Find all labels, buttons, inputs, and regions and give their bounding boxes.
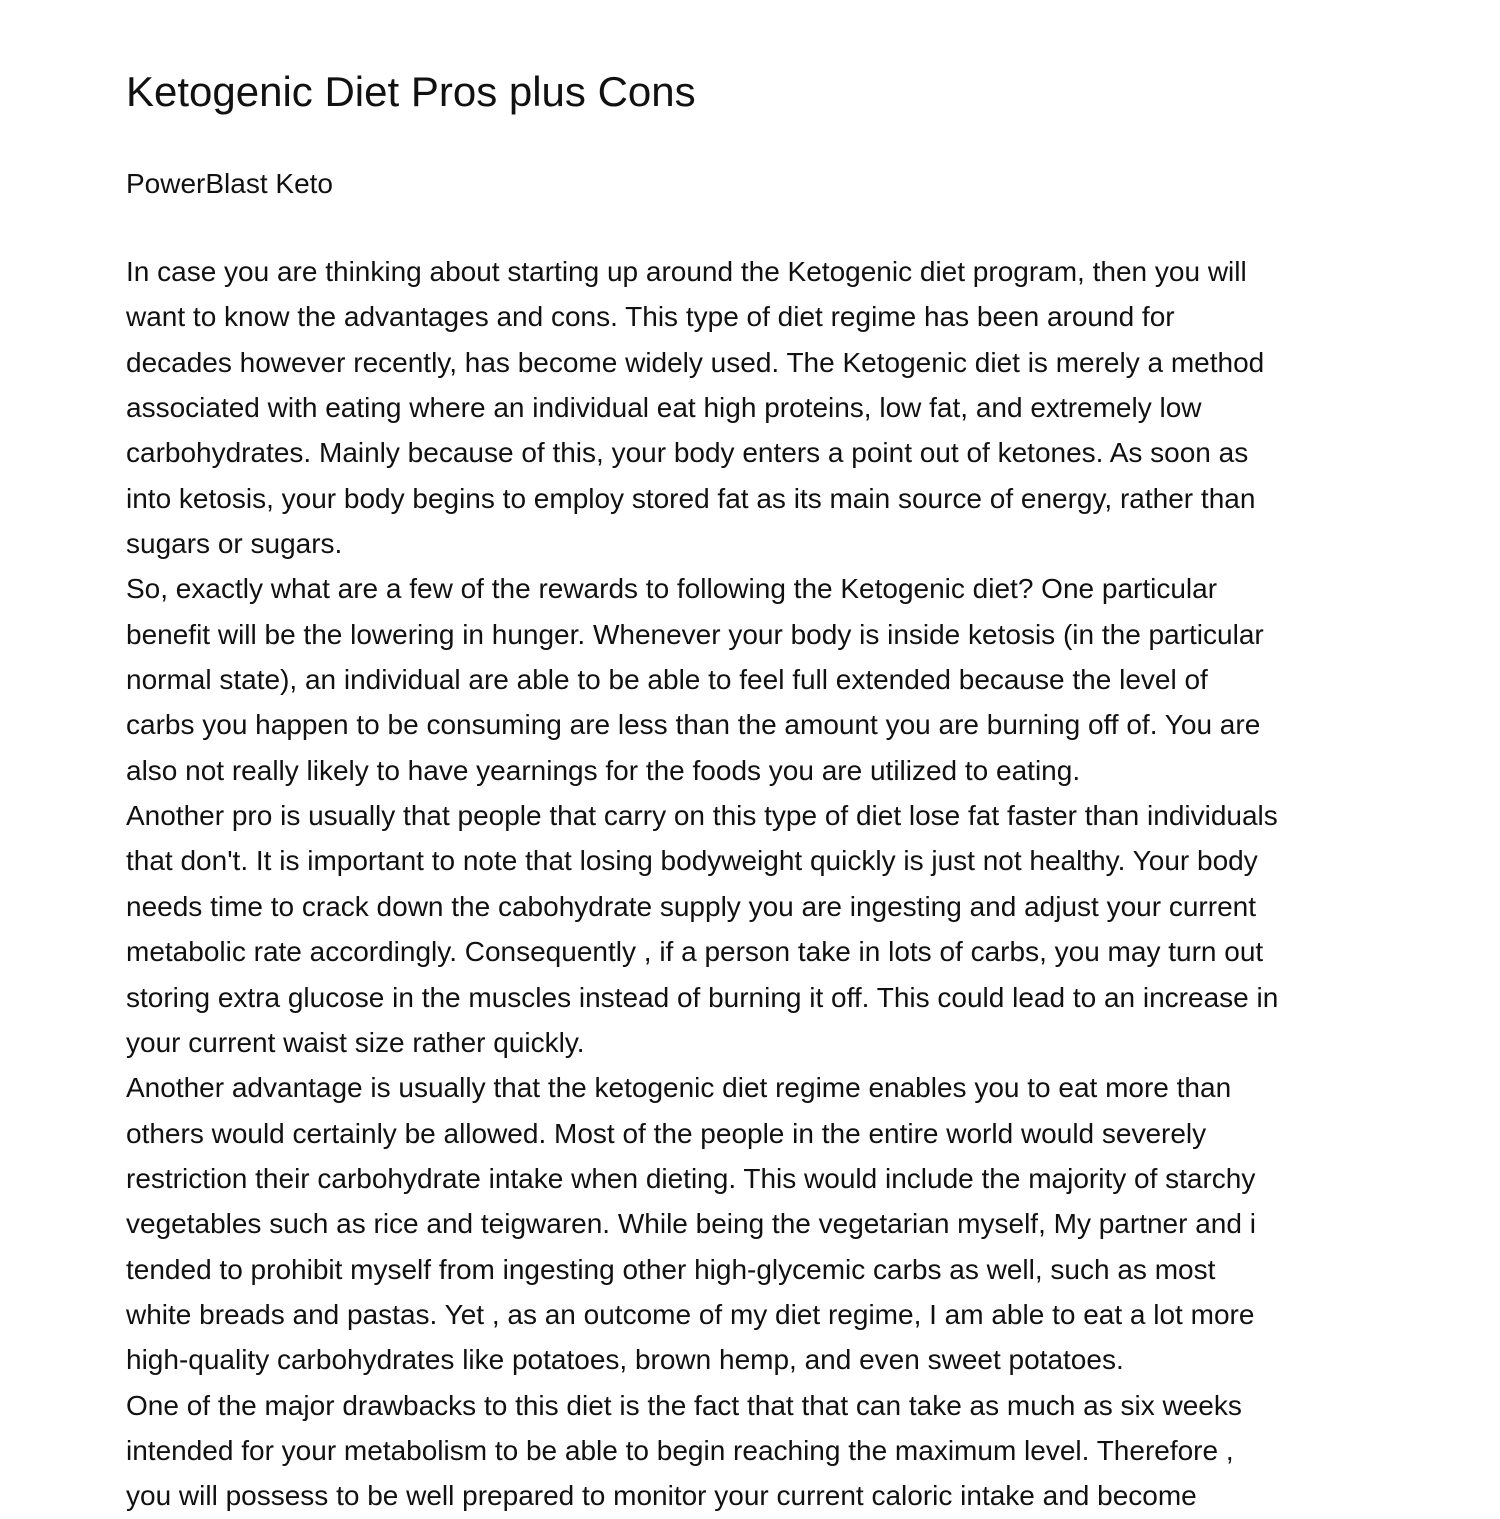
body-line: restriction their carbohydrate intake when dieting. This would include the majority of starchy (126, 1162, 1256, 1194)
document-body (126, 249, 1386, 1519)
body-line: vegetables such as rice and teigwaren. While being the vegetarian myself, My partner and i (126, 1208, 1256, 1240)
body-line: In case you are thinking about starting up around the Ketogenic diet program, then you will (126, 256, 1247, 287)
body-line: benefit will be the lowering in hunger. Whenever your body is inside ketosis (in the particular (126, 618, 1264, 650)
body-line: normal state), an individual are able to be able to feel full extended because the level of (126, 664, 1208, 696)
body-line: your current waist size rather quickly. (126, 1026, 585, 1058)
body-line: carbs you happen to be consuming are less than the amount you are burning off of. You are (126, 709, 1261, 741)
body-line: Another pro is usually that people that carry on this type of diet lose fat faster than individuals (126, 800, 1278, 832)
body-line: storing extra glucose in the muscles instead of burning it off. This could lead to an increase in (126, 981, 1279, 1013)
body-line: carbohydrates. Mainly because of this, your body enters a point out of ketones. As soon as (126, 437, 1249, 469)
body-line: into ketosis, your body begins to employ stored fat as its main source of energy, rather than (126, 482, 1256, 514)
body-line: Another advantage is usually that the ketogenic diet regime enables you to eat more than (126, 1072, 1232, 1104)
body-line: So, exactly what are a few of the rewards to following the Ketogenic diet? One particular (126, 573, 1218, 605)
body-line: you will possess to be well prepared to monitor your current caloric intake and become (126, 1480, 1197, 1512)
body-line: tended to prohibit myself from ingesting other high-glycemic carbs as well, such as most (126, 1253, 1216, 1285)
document-title: Ketogenic Diet Pros plus Cons (126, 68, 696, 115)
body-line: needs time to crack down the cabohydrate supply you are ingesting and adjust your current (126, 890, 1256, 922)
body-line: One of the major drawbacks to this diet is the fact that that can take as much as six weeks (126, 1389, 1242, 1421)
body-line: high-quality carbohydrates like potatoes, brown hemp, and even sweet potatoes. (126, 1344, 1124, 1376)
body-line: intended for your metabolism to be able to begin reaching the maximum level. Therefore , (126, 1434, 1234, 1466)
body-line: sugars or sugars. (126, 528, 343, 560)
document-subtitle: PowerBlast Keto (126, 168, 333, 199)
body-line: white breads and pastas. Yet , as an outcome of my diet regime, I am able to eat a lot more (126, 1298, 1255, 1330)
body-line: metabolic rate accordingly. Consequently , if a person take in lots of carbs, you may turn out (126, 936, 1264, 968)
body-line: want to know the advantages and cons. This type of diet regime has been around for (126, 301, 1175, 333)
body-line: also not really likely to have yearnings for the foods you are utilized to eating. (126, 754, 1081, 786)
body-line: others would certainly be allowed. Most of the people in the entire world would severely (126, 1117, 1207, 1149)
body-line: that don't. It is important to note that losing bodyweight quickly is just not healthy. Your body (126, 845, 1258, 877)
body-line: associated with eating where an individual eat high proteins, low fat, and extremely low (126, 392, 1202, 424)
body-line: decades however recently, has become widely used. The Ketogenic diet is merely a method (126, 346, 1265, 378)
